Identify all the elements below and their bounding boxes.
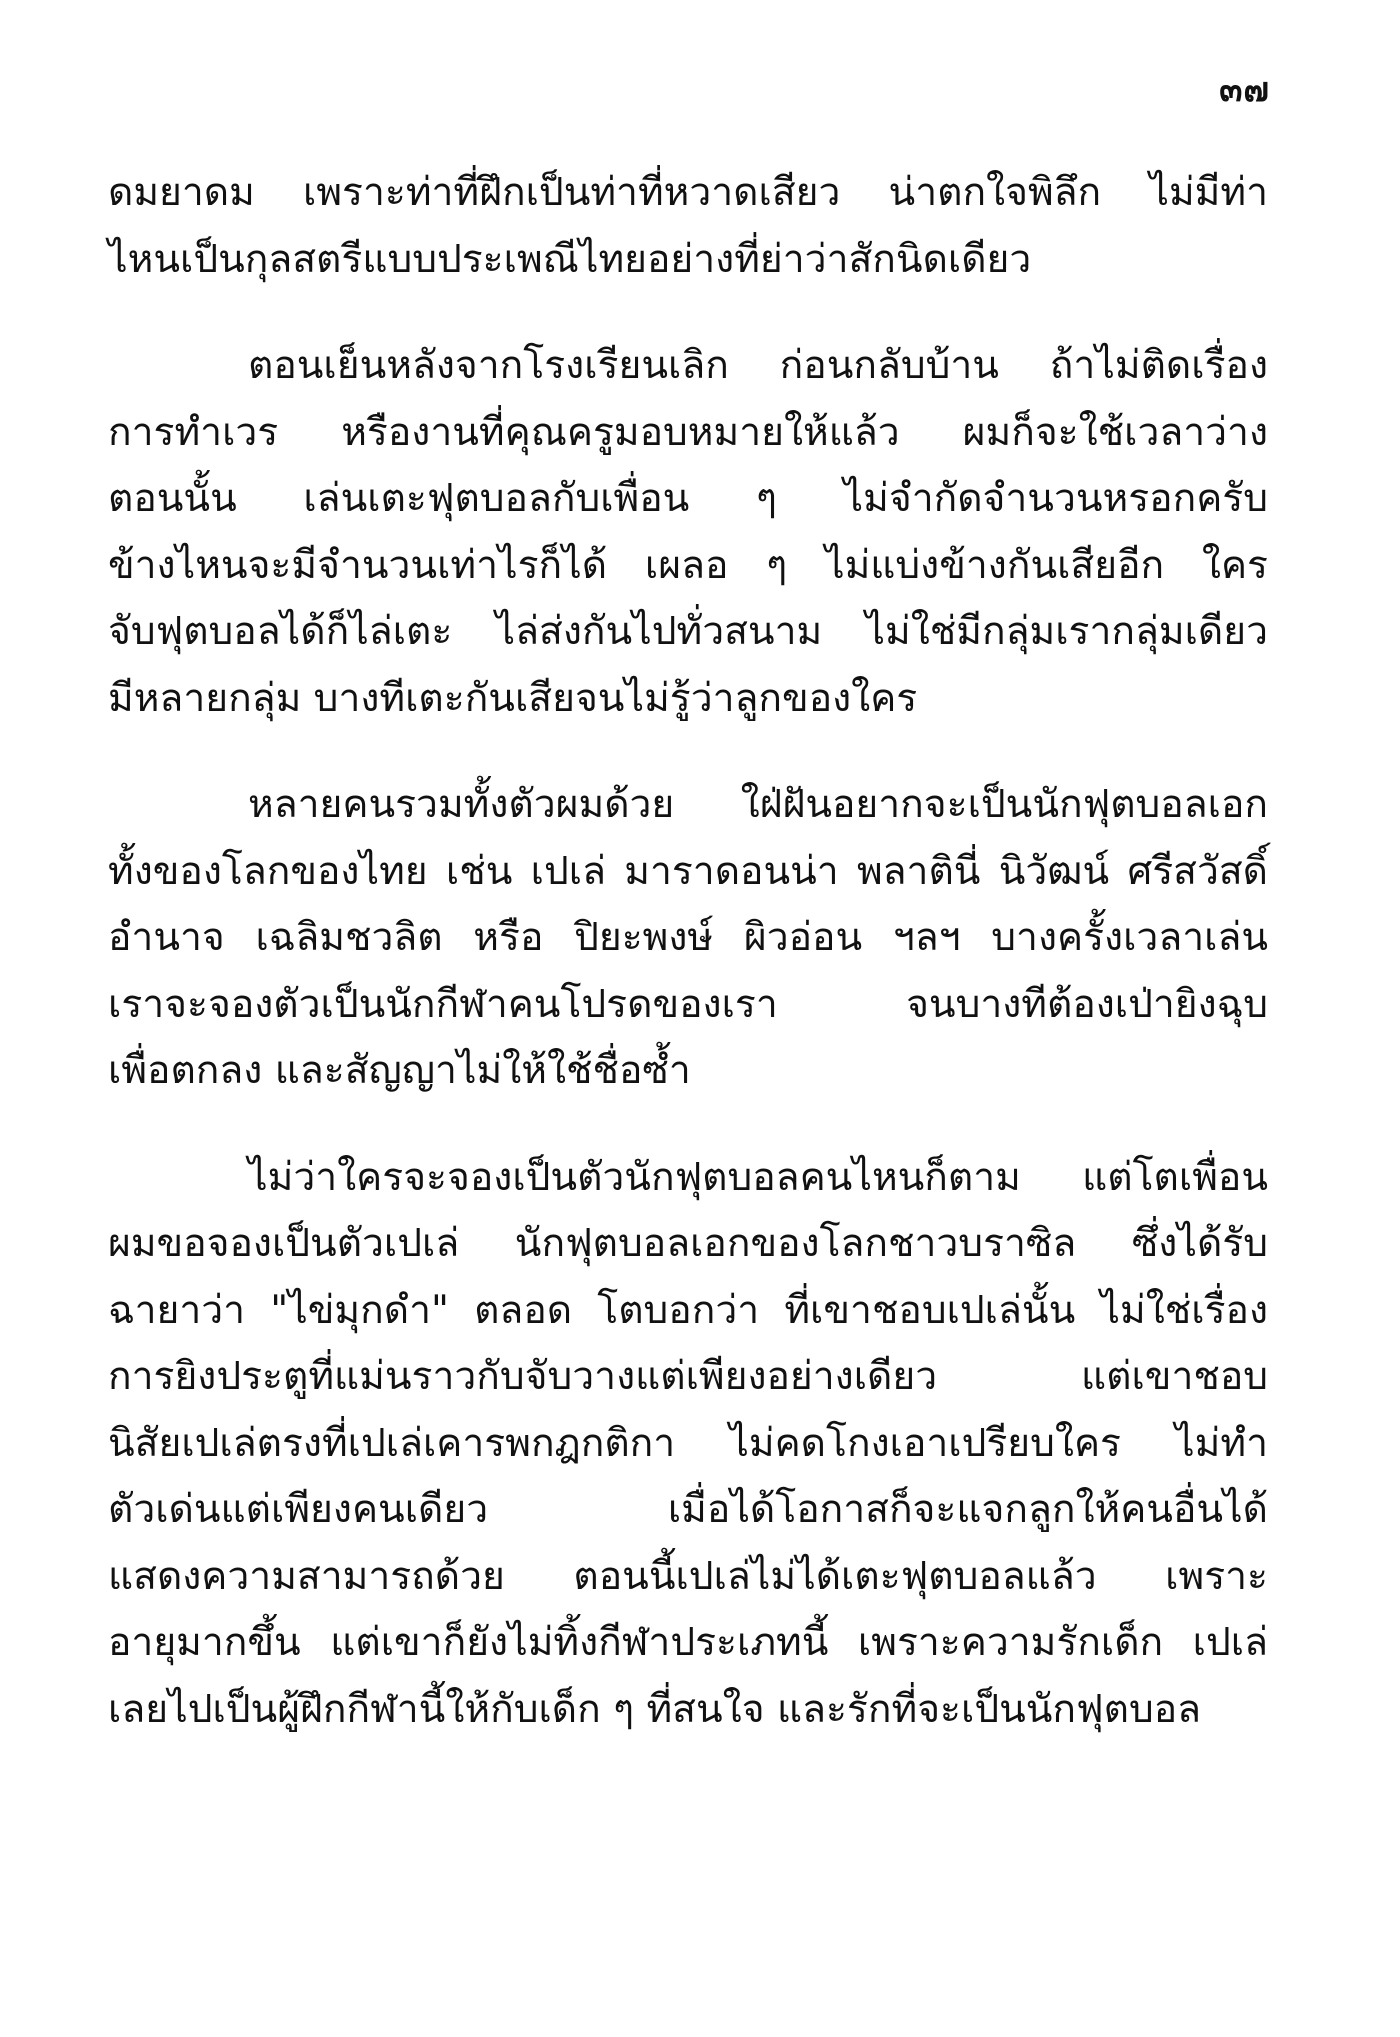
text-line: การทำเวร หรืองานที่คุณครูมอบหมายให้แล้ว ผมก็จะใช้เวลาว่าง xyxy=(108,409,1268,455)
text-line: ไหนเป็นกุลสตรีแบบประเพณีไทยอย่างที่ย่าว่าสักนิดเดียว xyxy=(108,236,1032,282)
text-line: หลายคนรวมทั้งตัวผมด้วย ใฝ่ฝันอยากจะเป็นนักฟุตบอลเอก xyxy=(248,782,1268,827)
text-line: เราจะจองตัวเป็นนักกีฬาคนโปรดของเรา จนบางทีต้องเป่ายิงฉุบ xyxy=(108,981,1268,1027)
text-line: ข้างไหนจะมีจำนวนเท่าไรก็ได้ เผลอ ๆ ไม่แบ่งข้างกันเสียอีก ใคร xyxy=(108,542,1268,588)
text-line: ตัวเด่นแต่เพียงคนเดียว เมื่อได้โอกาสก็จะแจกลูกให้คนอื่นได้ xyxy=(108,1487,1268,1532)
paragraph xyxy=(108,333,1268,732)
text-line: ตอนนั้น เล่นเตะฟุตบอลกับเพื่อน ๆ ไม่จำกัดจำนวนหรอกครับ xyxy=(108,476,1268,521)
text-line: ผมขอจองเป็นตัวเปเล่ นักฟุตบอลเอกของโลกชาวบราซิล ซึ่งได้รับ xyxy=(108,1221,1268,1266)
text-line: แสดงความสามารถด้วย ตอนนี้เปเล่ไม่ได้เตะฟุตบอลแล้ว เพราะ xyxy=(108,1553,1268,1599)
paragraph xyxy=(108,1145,1268,1744)
body-text xyxy=(108,160,1268,1783)
text-line: ตอนเย็นหลังจากโรงเรียนเลิก ก่อนกลับบ้าน ถ้าไม่ติดเรื่อง xyxy=(248,343,1268,388)
page-number: ๓๗ xyxy=(1219,70,1270,110)
text-line: การยิงประตูที่แม่นราวกับจับวางแต่เพียงอย่างเดียว แต่เขาชอบ xyxy=(108,1354,1268,1399)
text-line: นิสัยเปเล่ตรงที่เปเล่เคารพกฎกติกา ไม่คดโกงเอาเปรียบใคร ไม่ทำ xyxy=(108,1420,1268,1466)
text-line: เลยไปเป็นผู้ฝึกกีฬานี้ให้กับเด็ก ๆ ที่สนใจ และรักที่จะเป็นนักฟุตบอล xyxy=(108,1686,1202,1732)
text-line: ดมยาดม เพราะท่าที่ฝึกเป็นท่าที่หวาดเสียว น่าตกใจพิลึก ไม่มีท่า xyxy=(108,170,1268,215)
text-line: เพื่อตกลง และสัญญาไม่ให้ใช้ชื่อซ้ำ xyxy=(108,1048,691,1093)
text-line: ไม่ว่าใครจะจองเป็นตัวนักฟุตบอลคนไหนก็ตาม แต่โตเพื่อน xyxy=(248,1154,1268,1200)
text-line: อายุมากขึ้น แต่เขาก็ยังไม่ทิ้งกีฬาประเภทนี้ เพราะความรักเด็ก เปเล่ xyxy=(108,1620,1268,1665)
paragraph xyxy=(108,772,1268,1105)
text-line: จับฟุตบอลได้ก็ไล่เตะ ไล่ส่งกันไปทั่วสนาม ไม่ใช่มีกลุ่มเรากลุ่มเดียว xyxy=(108,609,1268,654)
text-line: ฉายาว่า "ไข่มุกดำ" ตลอด โตบอกว่า ที่เขาชอบเปเล่นั้น ไม่ใช่เรื่อง xyxy=(108,1287,1268,1333)
text-line: อำนาจ เฉลิมชวลิต หรือ ปิยะพงษ์ ผิวอ่อน ฯลฯ บางครั้งเวลาเล่น xyxy=(108,915,1268,960)
text-line: ทั้งของโลกของไทย เช่น เปเล่ มาราดอนน่า พลาตินี่ นิวัฒน์ ศรีสวัสดิ์ xyxy=(108,848,1268,894)
paragraph xyxy=(108,160,1268,293)
text-line: มีหลายกลุ่ม บางทีเตะกันเสียจนไม่รู้ว่าลูกของใคร xyxy=(108,675,918,721)
